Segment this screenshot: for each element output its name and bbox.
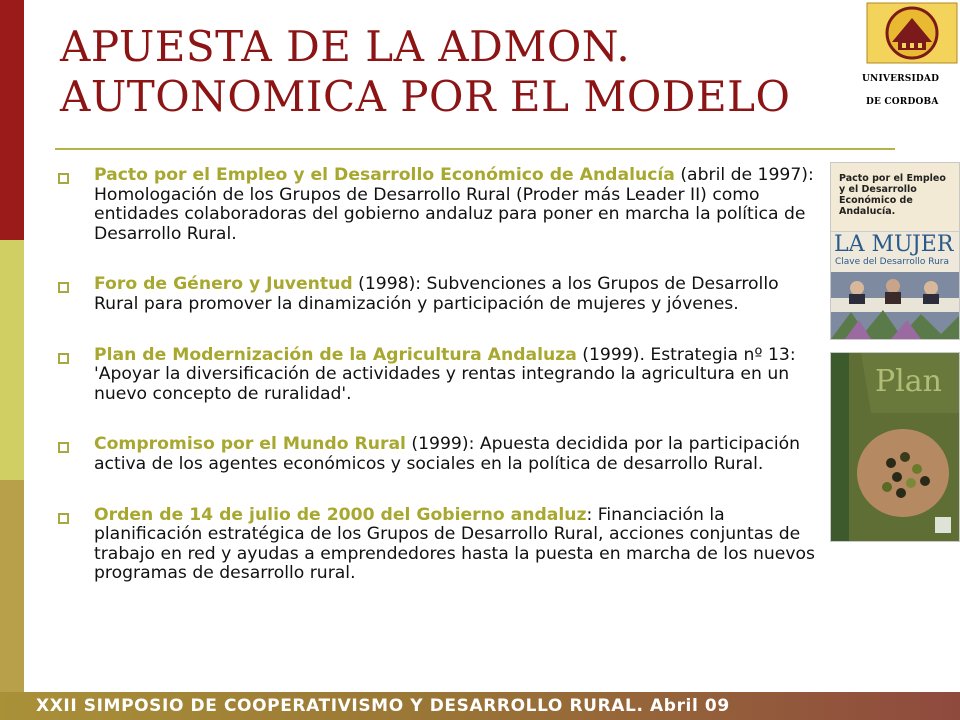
plan-cover-word: Plan xyxy=(875,364,942,399)
bullet-item xyxy=(58,166,820,244)
bullet-text: (1999): Apuesta decidida por la participación activa de los agentes económicos y sociales en la política de desarrollo Rural. xyxy=(94,434,800,474)
left-accent-bar-top xyxy=(0,0,24,240)
bullet-text: : Financiación la planificación estratégica de los Grupos de Desarrollo Rural, acciones conjuntas de trabajo en red y ayudas a emprendedores hasta la puesta en marcha de los nuevos programas de desarrollo rural. xyxy=(94,504,816,584)
bullet-keyword: Pacto por el Empleo y el Desarrollo Económico de Andalucía xyxy=(94,165,675,185)
olive-harvest-photo xyxy=(831,353,959,541)
bullet-text: (1999). Estrategia nº 13: 'Apoyar la diversificación de actividades y rentas integrando la agricultura en un nuevo concepto de ruralidad'. xyxy=(94,344,796,404)
conference-photo xyxy=(831,272,959,339)
mujer-subheading: Clave del Desarrollo Rura xyxy=(835,257,949,267)
bullet-keyword: Compromiso por el Mundo Rural xyxy=(94,434,406,455)
square-bullet-icon xyxy=(58,442,69,453)
title-line-1: APUESTA DE LA ADMON. xyxy=(60,22,631,71)
square-bullet-icon xyxy=(58,353,69,364)
bullet-item xyxy=(58,346,820,405)
mujer-banner xyxy=(831,231,959,272)
title-line-2: AUTONOMICA POR EL MODELO xyxy=(60,72,791,121)
university-name xyxy=(862,68,960,114)
left-accent-bar-middle xyxy=(0,240,24,480)
left-accent-bar-bottom xyxy=(0,480,24,692)
bullet-text: (1998): Subvenciones a los Grupos de Desarrollo Rural para promover la dinamización y participación de mujeres y jóvenes. xyxy=(94,274,779,314)
title-divider xyxy=(55,148,895,150)
square-bullet-icon xyxy=(58,282,69,293)
bullet-keyword: Plan de Modernización de la Agricultura Andaluza xyxy=(94,344,577,365)
bullet-keyword: Orden de 14 de julio de 2000 del Gobierno andaluz xyxy=(94,504,587,525)
bullet-list xyxy=(58,166,820,615)
bullet-item xyxy=(58,435,820,474)
bullet-item xyxy=(58,506,820,584)
bullet-text: (abril de 1997): Homologación de los Grupos de Desarrollo Rural (Proder más Leader II) como entidades colaboradoras del gobierno andaluz para poner en marcha la política de Desarrollo Rural. xyxy=(94,165,814,244)
bullet-item xyxy=(58,275,820,314)
slide-title xyxy=(60,22,860,122)
footer-text: XXII SIMPOSIO DE COOPERATIVISMO Y DESARROLLO RURAL. Abril 09 xyxy=(36,696,730,716)
plan-modernizacion-cover-image xyxy=(830,352,960,542)
footer-bar xyxy=(0,692,960,720)
square-bullet-icon xyxy=(58,513,69,524)
square-bullet-icon xyxy=(58,173,69,184)
pacto-cover-text: Pacto por el Empleo y el Desarrollo Económico de Andalucía. xyxy=(839,173,946,217)
university-name-line-2: DE CORDOBA xyxy=(866,97,939,107)
university-logo xyxy=(866,2,958,64)
pacto-empleo-cover-image xyxy=(830,162,960,340)
bullet-keyword: Foro de Género y Juventud xyxy=(94,274,353,295)
mujer-heading: LA MUJER xyxy=(834,232,954,257)
university-name-line-1: UNIVERSIDAD xyxy=(862,74,940,84)
